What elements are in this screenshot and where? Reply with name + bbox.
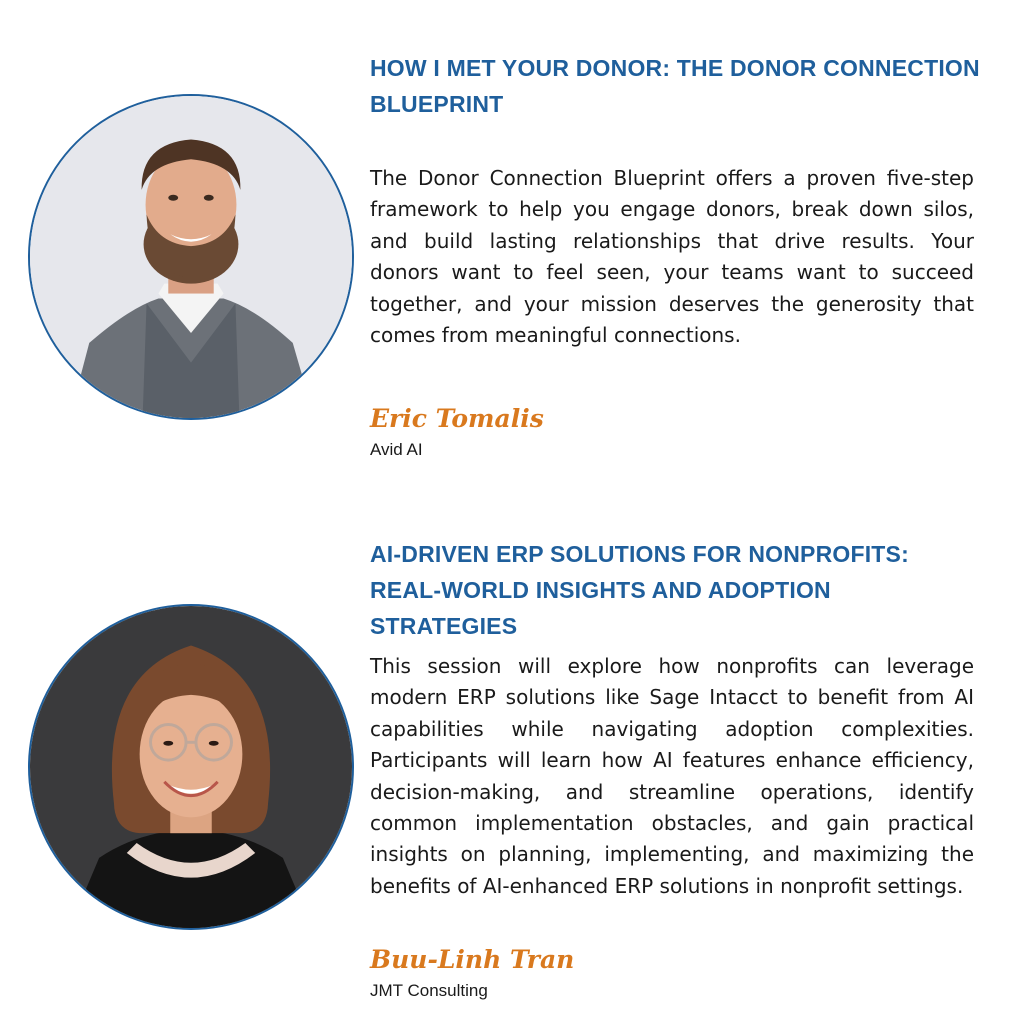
session-description-1: The Donor Connection Blueprint offers a proven five-step framework to help you engage donors, break down silos, and build lasting relationships that drive results. Your donors want to feel seen, your teams want to succeed together, and your mission deserves the generosity that comes from meaningful connections. — [370, 166, 974, 348]
speaker-portrait-1 — [30, 96, 352, 418]
session-description-2: This session will explore how nonprofits can leverage modern ERP solutions like Sage Intacct to benefit from AI capabilities while navigating adoption complexities. Participants will learn how AI features enhance efficiency, decision-making, and streamline operations, identify common implementation obstacles, and gain practical insights on planning, implementing, and maximizing the benefits of AI-enhanced ERP solutions in nonprofit settings. — [370, 654, 974, 898]
speaker-portrait-2 — [30, 606, 352, 928]
speaker-photo-eric-tomalis — [28, 94, 354, 420]
speaker-name-1: Eric Tomalis — [370, 404, 544, 433]
session-title-1: HOW I MET YOUR DONOR: THE DONOR CONNECTION BLUEPRINT — [370, 55, 980, 117]
speaker-organization-2: JMT Consulting — [370, 981, 488, 1000]
session-title-2: AI-DRIVEN ERP SOLUTIONS FOR NONPROFITS: REAL-WORLD INSIGHTS AND ADOPTION STRATEGIES — [370, 541, 909, 639]
speaker-name-2: Buu-Linh Tran — [370, 945, 575, 974]
speaker-photo-buu-linh-tran — [28, 604, 354, 930]
speaker-organization-1: Avid AI — [370, 440, 423, 459]
